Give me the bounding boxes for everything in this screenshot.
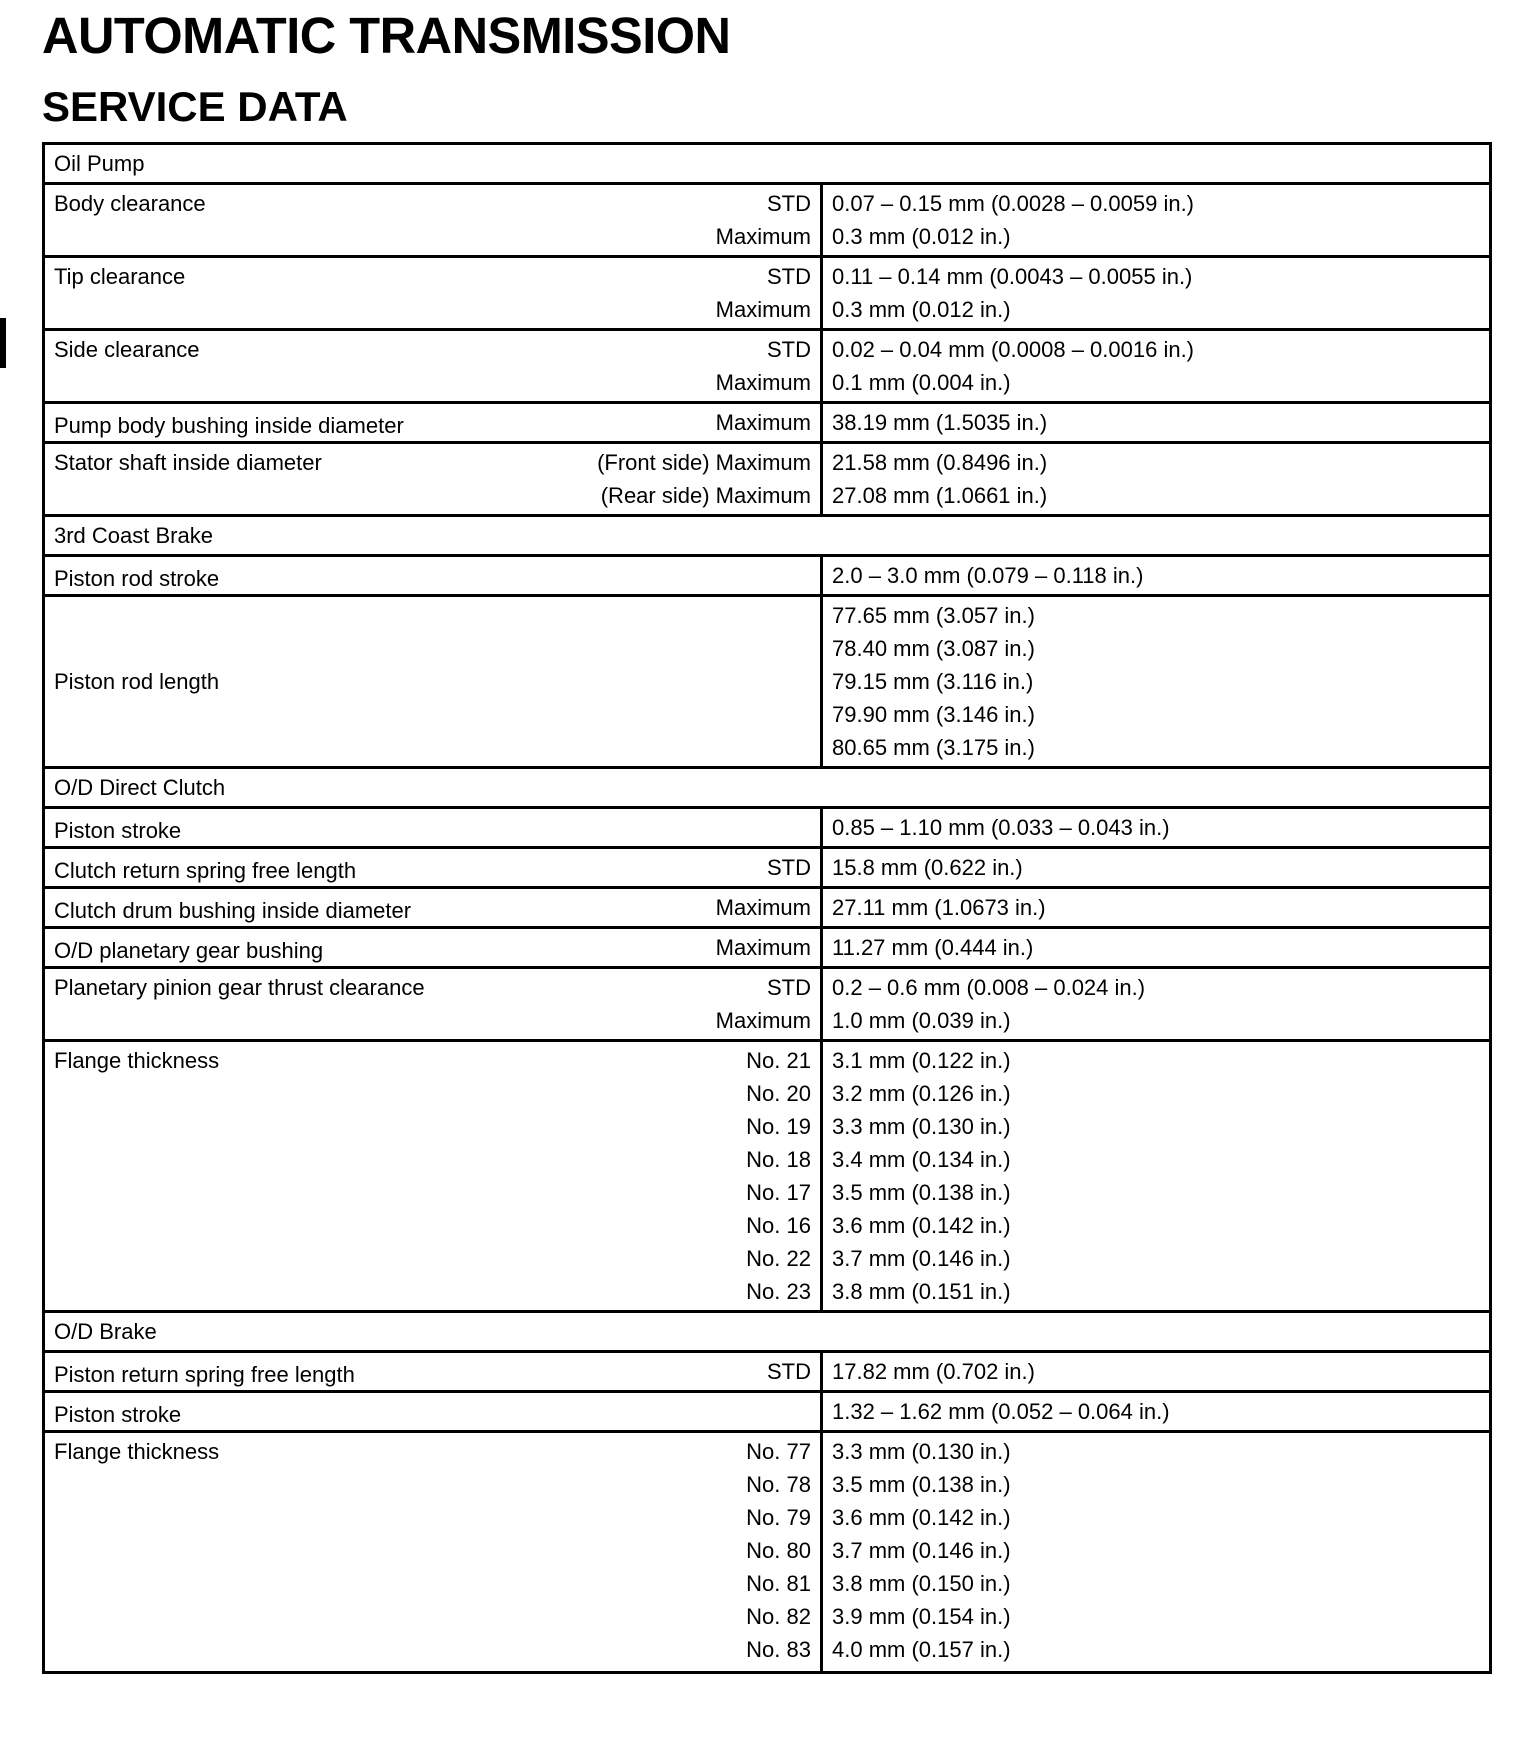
spec-value: 3.3 mm (0.130 in.): [832, 1114, 1011, 1139]
spec-value: 21.58 mm (0.8496 in.): [832, 450, 1048, 475]
value-cell: [823, 444, 1489, 514]
section-heading: O/D Direct Clutch: [45, 769, 1489, 809]
item-name: Piston rod stroke: [54, 566, 220, 591]
spec-labels: [767, 851, 811, 884]
spec-labels: [716, 891, 811, 924]
spec-value: 0.07 – 0.15 mm (0.0028 – 0.0059 in.): [832, 191, 1195, 216]
spec-value: 3.7 mm (0.146 in.): [832, 1246, 1011, 1271]
item-cell: [45, 331, 823, 401]
spec-value: 0.85 – 1.10 mm (0.033 – 0.043 in.): [832, 815, 1170, 840]
table-row: [45, 1353, 1489, 1393]
table-row: [45, 1042, 1489, 1313]
value-cell: [823, 1433, 1489, 1671]
value-cell: [823, 849, 1489, 886]
item-cell: [45, 258, 823, 328]
spec-value: 3.9 mm (0.154 in.): [832, 1604, 1011, 1629]
value-cell: [823, 258, 1489, 328]
value-cell: [823, 1042, 1489, 1310]
spec-label: No. 78: [746, 1472, 811, 1497]
spec-value: 3.1 mm (0.122 in.): [832, 1048, 1011, 1073]
section-heading: 3rd Coast Brake: [45, 517, 1489, 557]
item-name: Piston stroke: [54, 818, 182, 843]
value-cell: [823, 1353, 1489, 1390]
spec-labels: [716, 260, 811, 326]
item-cell: [45, 404, 823, 441]
spec-labels: [746, 1435, 811, 1666]
service-data-table: [42, 142, 1492, 1674]
item-cell: [45, 849, 823, 886]
spec-label: STD: [767, 1359, 811, 1384]
item-name: Piston return spring free length: [54, 1362, 355, 1387]
spec-label: STD: [767, 337, 811, 362]
value-cell: [823, 929, 1489, 966]
item-name: Planetary pinion gear thrust clearance: [54, 975, 425, 1000]
spec-label: No. 21: [746, 1048, 811, 1073]
table-row: [45, 185, 1489, 258]
spec-label: Maximum: [715, 1008, 811, 1033]
spec-value: 0.2 – 0.6 mm (0.008 – 0.024 in.): [832, 975, 1146, 1000]
spec-value: 78.40 mm (3.087 in.): [832, 636, 1035, 661]
table-row: [45, 404, 1489, 444]
spec-label: No. 79: [746, 1505, 811, 1530]
spec-labels: [716, 931, 811, 964]
spec-label: No. 82: [746, 1604, 811, 1629]
spec-value: 0.3 mm (0.012 in.): [832, 297, 1011, 322]
section-heading: O/D Brake: [45, 1313, 1489, 1353]
spec-label: No. 19: [746, 1114, 811, 1139]
item-cell: [45, 557, 823, 594]
item-name: Piston rod length: [54, 669, 220, 694]
table-row: [45, 969, 1489, 1042]
item-cell: [45, 1433, 823, 1671]
spec-value: 0.1 mm (0.004 in.): [832, 370, 1011, 395]
section-heading: Oil Pump: [45, 145, 1489, 185]
item-cell: [45, 597, 823, 766]
spec-value: 3.5 mm (0.138 in.): [832, 1472, 1011, 1497]
spec-value: 3.7 mm (0.146 in.): [832, 1538, 1011, 1563]
spec-value: 79.15 mm (3.116 in.): [832, 669, 1034, 694]
item-name: Clutch drum bushing inside diameter: [54, 898, 412, 923]
item-name: Pump body bushing inside diameter: [54, 413, 404, 438]
spec-label: Maximum: [715, 297, 811, 322]
table-row: [45, 258, 1489, 331]
spec-value: 0.02 – 0.04 mm (0.0008 – 0.0016 in.): [832, 337, 1195, 362]
spec-value: 3.5 mm (0.138 in.): [832, 1180, 1011, 1205]
spec-labels: [716, 333, 811, 399]
spec-label: STD: [767, 191, 811, 216]
table-row: [45, 1393, 1489, 1433]
spec-label: No. 18: [746, 1147, 811, 1172]
value-cell: [823, 1393, 1489, 1430]
table-row: [45, 557, 1489, 597]
spec-value: 11.27 mm (0.444 in.): [832, 935, 1034, 960]
value-cell: [823, 889, 1489, 926]
spec-labels: [767, 1355, 811, 1388]
value-cell: [823, 969, 1489, 1039]
spec-labels: [716, 971, 811, 1037]
table-row: [45, 889, 1489, 929]
table-row: [45, 809, 1489, 849]
item-cell: [45, 444, 823, 514]
spec-label: No. 22: [746, 1246, 811, 1271]
spec-labels: [716, 187, 811, 253]
spec-value: 3.4 mm (0.134 in.): [832, 1147, 1011, 1172]
spec-labels: [746, 1044, 811, 1308]
item-name: Clutch return spring free length: [54, 858, 357, 883]
section-title: SERVICE DATA: [42, 83, 348, 130]
item-name: O/D planetary gear bushing: [54, 938, 324, 963]
spec-value: 27.11 mm (1.0673 in.): [832, 895, 1046, 920]
spec-labels: [716, 406, 811, 439]
spec-label: No. 16: [746, 1213, 811, 1238]
edge-tab-marker: [0, 318, 6, 368]
spec-value: 80.65 mm (3.175 in.): [832, 735, 1035, 760]
spec-label: No. 20: [746, 1081, 811, 1106]
spec-value: 79.90 mm (3.146 in.): [832, 702, 1035, 727]
spec-value: 27.08 mm (1.0661 in.): [832, 483, 1048, 508]
spec-labels: [597, 446, 811, 512]
spec-label: No. 23: [746, 1279, 811, 1304]
item-cell: [45, 185, 823, 255]
spec-value: 15.8 mm (0.622 in.): [832, 855, 1023, 880]
item-cell: [45, 969, 823, 1039]
spec-value: 17.82 mm (0.702 in.): [832, 1359, 1035, 1384]
spec-label: Maximum: [715, 224, 811, 249]
table-row: [45, 849, 1489, 889]
spec-value: 1.32 – 1.62 mm (0.052 – 0.064 in.): [832, 1399, 1170, 1424]
spec-value: 3.3 mm (0.130 in.): [832, 1439, 1011, 1464]
item-name: Flange thickness: [54, 1439, 220, 1464]
value-cell: [823, 404, 1489, 441]
spec-label: STD: [767, 975, 811, 1000]
spec-value: 3.6 mm (0.142 in.): [832, 1505, 1011, 1530]
spec-label: No. 81: [746, 1571, 811, 1596]
spec-value: 4.0 mm (0.157 in.): [832, 1637, 1011, 1662]
item-name: Side clearance: [54, 337, 200, 362]
item-cell: [45, 1042, 823, 1310]
spec-label: Maximum: [715, 370, 811, 395]
item-cell: [45, 929, 823, 966]
page-title: AUTOMATIC TRANSMISSION: [42, 7, 731, 64]
table-row: [45, 929, 1489, 969]
spec-value: 3.8 mm (0.150 in.): [832, 1571, 1011, 1596]
spec-value: 77.65 mm (3.057 in.): [832, 603, 1035, 628]
value-cell: [823, 597, 1489, 766]
spec-label: No. 80: [746, 1538, 811, 1563]
spec-label: Maximum: [715, 895, 811, 920]
item-cell: [45, 809, 823, 846]
value-cell: [823, 331, 1489, 401]
spec-value: 3.2 mm (0.126 in.): [832, 1081, 1011, 1106]
spec-label: No. 83: [746, 1637, 811, 1662]
spec-label: Maximum: [715, 935, 811, 960]
spec-label: (Rear side) Maximum: [600, 483, 811, 508]
value-cell: [823, 557, 1489, 594]
item-name: Stator shaft inside diameter: [54, 450, 322, 475]
spec-label: STD: [767, 855, 811, 880]
table-row: [45, 597, 1489, 769]
item-cell: [45, 1353, 823, 1390]
item-cell: [45, 1393, 823, 1430]
spec-value: 1.0 mm (0.039 in.): [832, 1008, 1011, 1033]
item-name: Tip clearance: [54, 264, 186, 289]
spec-label: (Front side) Maximum: [597, 450, 811, 475]
table-row: [45, 444, 1489, 517]
value-cell: [823, 809, 1489, 846]
item-cell: [45, 889, 823, 926]
spec-value: 0.11 – 0.14 mm (0.0043 – 0.0055 in.): [832, 264, 1193, 289]
item-name: Body clearance: [54, 191, 206, 216]
item-name: Flange thickness: [54, 1048, 220, 1073]
spec-value: 38.19 mm (1.5035 in.): [832, 410, 1048, 435]
spec-value: 0.3 mm (0.012 in.): [832, 224, 1011, 249]
spec-label: No. 17: [746, 1180, 811, 1205]
spec-label: Maximum: [715, 410, 811, 435]
spec-value: 2.0 – 3.0 mm (0.079 – 0.118 in.): [832, 563, 1144, 588]
spec-value: 3.8 mm (0.151 in.): [832, 1279, 1011, 1304]
value-cell: [823, 185, 1489, 255]
table-row: [45, 331, 1489, 404]
spec-label: STD: [767, 264, 811, 289]
spec-label: No. 77: [746, 1439, 811, 1464]
item-name: Piston stroke: [54, 1402, 182, 1427]
spec-value: 3.6 mm (0.142 in.): [832, 1213, 1011, 1238]
table-row: [45, 1433, 1489, 1671]
